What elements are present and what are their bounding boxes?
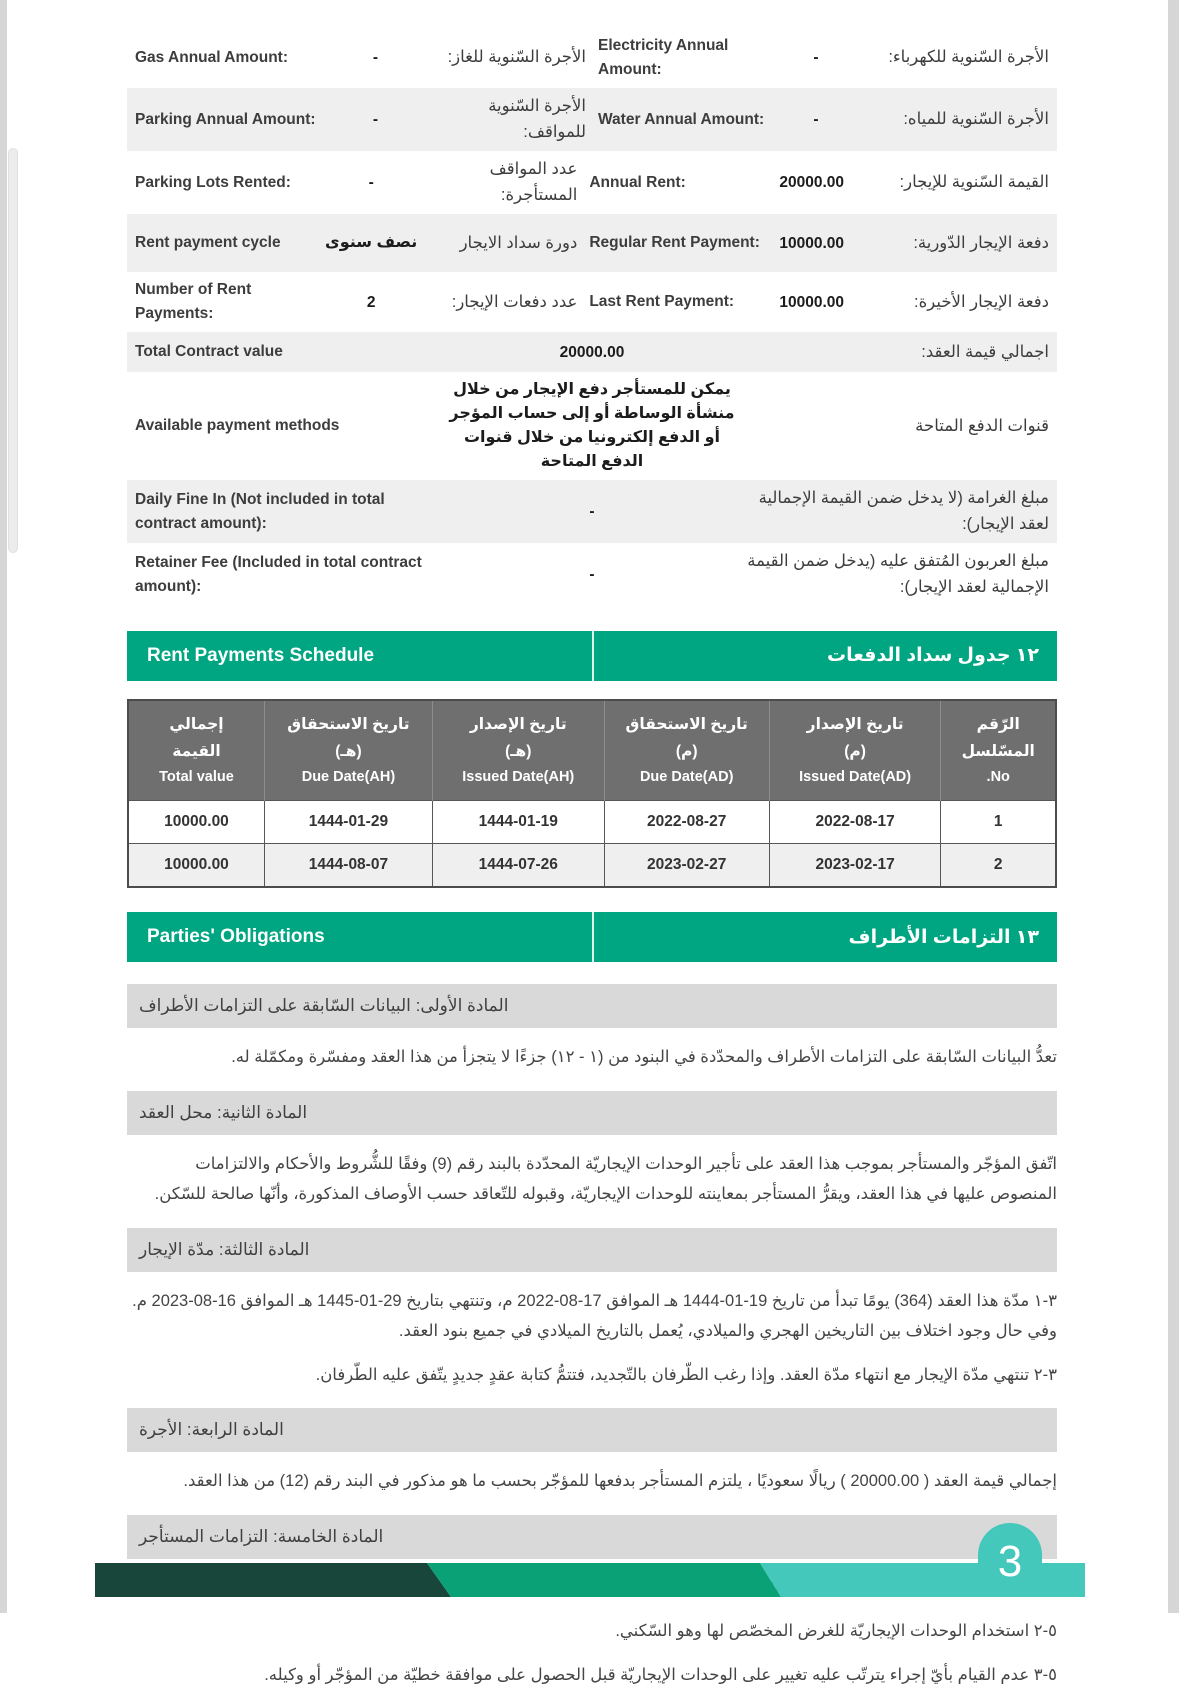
field-parking-annual-amount (135, 94, 586, 145)
field-label-en: Annual Rent: (589, 173, 686, 191)
field-label-en: Regular Rent Payment: (589, 234, 760, 252)
field-value: 2 (366, 293, 376, 311)
field-label-en: Retainer Fee (Included in total contract amount): (135, 553, 422, 595)
table-header-total-value: إجمالي القيمة Total value (128, 700, 264, 801)
financial-row-parking-water (127, 88, 1057, 151)
article-5-title: المادة الخامسة: التزامات المستأجر (127, 1515, 1057, 1559)
financial-row-gas-electricity (127, 28, 1057, 88)
field-label-ar: الأجرة السّنوية للغاز: (447, 48, 586, 67)
section-title-en: Rent Payments Schedule (147, 644, 375, 666)
financial-row-retainer-fee (127, 543, 1057, 606)
field-label-en: Rent payment cycle (135, 234, 281, 252)
vertical-scrollbar-thumb[interactable] (8, 148, 18, 553)
article-1-title: المادة الأولى: البيانات السّابقة على التزامات الأطراف (127, 984, 1057, 1028)
field-value: - (813, 49, 819, 67)
field-label-en: Parking Annual Amount: (135, 110, 316, 128)
field-label-ar: دورة سداد الايجار (459, 233, 578, 252)
cell-due-ad: 2023-02-27 (604, 844, 769, 888)
article-paragraph: ٥-٣ عدم القيام بأيّ إجراء يترتّب عليه تغيير على الوحدات الإيجاريّة قبل الحصول على موافقة خطيّة من المؤجّر أو وكيله. (264, 1665, 1057, 1684)
table-header-issued-date-ah: تاريخ الإصدار (هـ) Issued Date(AH) (432, 700, 604, 801)
page-number: 3 (997, 1537, 1023, 1586)
section-header-parties-obligations (127, 912, 1057, 962)
financial-row-payment-methods (127, 372, 1057, 480)
field-label-en: Water Annual Amount: (598, 110, 765, 128)
field-gas-annual-amount (135, 45, 586, 71)
field-value: 10000.00 (779, 234, 844, 252)
financial-row-total-contract-value (127, 332, 1057, 372)
financial-row-cycle-regularpayment (127, 214, 1057, 272)
section-title-ar: ١٣ التزامات الأطراف (592, 912, 1057, 962)
field-label-en: Daily Fine In (Not included in total contract amount): (135, 490, 385, 532)
article-paragraph: إجمالي قيمة العقد ( 20000.00 ) ريالًا سعوديًا ، يلتزم المستأجر بدفعها للمؤجّر بحسب ما هو مذكور في البند رقم (12) من هذا العقد. (183, 1472, 1057, 1491)
field-label-en: Gas Annual Amount: (135, 49, 288, 66)
field-parking-lots-rented (135, 157, 577, 208)
article-2-title: المادة الثانية: محل العقد (127, 1091, 1057, 1135)
field-value: 20000.00 (779, 174, 844, 192)
field-number-of-rent-payments (135, 278, 577, 326)
table-header-due-date-ah: تاريخ الاستحقاق (هـ) Due Date(AH) (264, 700, 432, 801)
field-value: - (813, 110, 819, 128)
section-header-rent-payments-schedule (127, 631, 1057, 681)
article-paragraph: ٣-١ مدّة هذا العقد (364) يومًا تبدأ من تاريخ 19-01-1444 هـ الموافق 17-08-2022 م، وتنتهي بتاريخ 29-01-1445 هـ الموافق 16-08-2023 م. وفي حال وجود اختلاف بين التاريخين الهجري والميلادي، يُعمل بالتاريخ الميلادي في جميع بنود العقد. (132, 1291, 1057, 1341)
section-title-en: Parties' Obligations (147, 926, 325, 948)
payment-methods-text: يمكن للمستأجر دفع الإيجار من خلال منشأة الوساطة أو إلى حساب المؤجر أو الدفع إلكترونيا من خلال قنوات الدفع المتاحة (449, 381, 735, 471)
article-2-body (127, 1149, 1057, 1210)
field-value: 20000.00 (559, 343, 625, 361)
field-value (445, 378, 739, 474)
field-label-en: Parking Lots Rented: (135, 173, 291, 191)
cell-issued-ah: 1444-07-26 (432, 844, 604, 888)
field-rent-payment-cycle (135, 231, 577, 257)
field-label-ar: القيمة السّنوية للإيجار: (899, 172, 1049, 191)
financial-row-daily-fine (127, 480, 1057, 543)
field-label-ar: قنوات الدفع المتاحة (915, 416, 1049, 435)
cell-total: 10000.00 (128, 844, 264, 888)
field-label-en: Number of Rent Payments: (135, 281, 252, 323)
field-last-rent-payment (589, 290, 1049, 316)
field-annual-rent (589, 170, 1049, 196)
field-label-en: Available payment methods (135, 417, 340, 435)
payment-row-2 (128, 844, 1056, 888)
article-paragraph: اتّفق المؤجّر والمستأجر بموجب هذا العقد على تأجير الوحدات الإيجاريّة المحدّدة بالبند رقم (9) وفقًا للشُّروط والأحكام والالتزامات المنصوص عليها في هذا العقد، ويقرُّ المستأجر بمعاينته للوحدات الإيجاريّة، وقبوله للتّعاقد حسب الأوصاف المذكورة، وأنّها صالحة للسّكن. (154, 1154, 1057, 1204)
footer-bar (95, 1537, 1085, 1597)
field-value: - (589, 503, 595, 521)
field-water-annual-amount (598, 107, 1049, 133)
field-label-ar: عدد المواقف المستأجرة: (489, 160, 578, 204)
cell-due-ah: 1444-01-29 (264, 801, 432, 844)
field-label-ar: مبلغ العربون المُتفق عليه (يدخل ضمن القيمة الإجمالية لعقد الإيجار): (747, 552, 1049, 596)
field-label-ar: دفعة الإيجار الأخيرة: (914, 292, 1049, 311)
field-value: - (368, 174, 374, 192)
table-header-due-date-ad: تاريخ الاستحقاق (م) Due Date(AD) (604, 700, 769, 801)
cell-no: 2 (941, 844, 1056, 888)
field-label-en: Electricity Annual Amount: (598, 37, 729, 79)
field-label-ar: الأجرة السّنوية للمياه: (903, 109, 1049, 128)
page-edge-left (0, 0, 7, 1613)
field-value: - (589, 566, 595, 584)
field-label-en: Last Rent Payment: (589, 293, 735, 311)
article-3-title: المادة الثالثة: مدّة الإيجار (127, 1228, 1057, 1272)
article-4-title: المادة الرابعة: الأجرة (127, 1408, 1057, 1452)
payment-row-1 (128, 801, 1056, 844)
field-regular-rent-payment (589, 231, 1049, 257)
financial-row-numpayments-lastpayment (127, 272, 1057, 332)
field-electricity-annual-amount (598, 34, 1049, 82)
field-label-ar: مبلغ الغرامة (لا يدخل ضمن القيمة الإجمالية لعقد الإيجار): (758, 489, 1049, 533)
field-label-ar: الأجرة السّنوية للمواقف: (488, 97, 586, 141)
cell-issued-ad: 2023-02-17 (769, 844, 941, 888)
table-header-no: الرّقم المسّلسل No. (941, 700, 1056, 801)
field-value: - (372, 110, 379, 128)
financial-row-parkinglots-annualrent (127, 151, 1057, 214)
cell-no: 1 (941, 801, 1056, 844)
field-value: 10000.00 (779, 293, 844, 311)
field-value: نصف سنوى (325, 234, 418, 252)
field-label-ar: عدد دفعات الإيجار: (451, 292, 578, 311)
field-label-en: Total Contract value (135, 343, 283, 361)
field-label-ar: دفعة الإيجار الدّورية: (913, 233, 1049, 252)
article-3-body (127, 1286, 1057, 1391)
field-label-ar: الأجرة السّنوية للكهرباء: (888, 48, 1049, 67)
payments-schedule-table (127, 699, 1057, 889)
article-1-body (127, 1042, 1057, 1073)
article-paragraph: تعدُّ البيانات السّابقة على التزامات الأطراف والمحدّدة في البنود من (١ - ١٢) جزءًا لا يتجزأ من هذا العقد ومفسّرة ومكمّلة له. (231, 1048, 1057, 1067)
cell-issued-ad: 2022-08-17 (769, 801, 941, 844)
page-edge-right (1168, 0, 1179, 1613)
payments-table-header-row (128, 700, 1056, 801)
cell-issued-ah: 1444-01-19 (432, 801, 604, 844)
cell-due-ah: 1444-08-07 (264, 844, 432, 888)
section-title-ar: ١٢ جدول سداد الدفعات (592, 631, 1057, 681)
page-number-badge (978, 1523, 1042, 1597)
field-label-ar: اجمالي قيمة العقد: (921, 342, 1049, 361)
cell-due-ad: 2022-08-27 (604, 801, 769, 844)
table-header-issued-date-ad: تاريخ الإصدار (م) Issued Date(AD) (769, 700, 941, 801)
article-paragraph: ٥-٢ استخدام الوحدات الإيجاريّة للغرض المخصّص لها وهو السّكني. (615, 1622, 1057, 1641)
field-value: - (372, 49, 379, 67)
article-4-body (127, 1466, 1057, 1497)
article-paragraph: ٣-٢ تنتهي مدّة الإيجار مع انتهاء مدّة العقد. وإذا رغب الطّرفان بالتّجديد، فتتمُّ كتابة عقدٍ جديدٍ يتّفق عليه الطّرفان. (315, 1365, 1057, 1384)
cell-total: 10000.00 (128, 801, 264, 844)
contract-page-content (127, 0, 1057, 1703)
